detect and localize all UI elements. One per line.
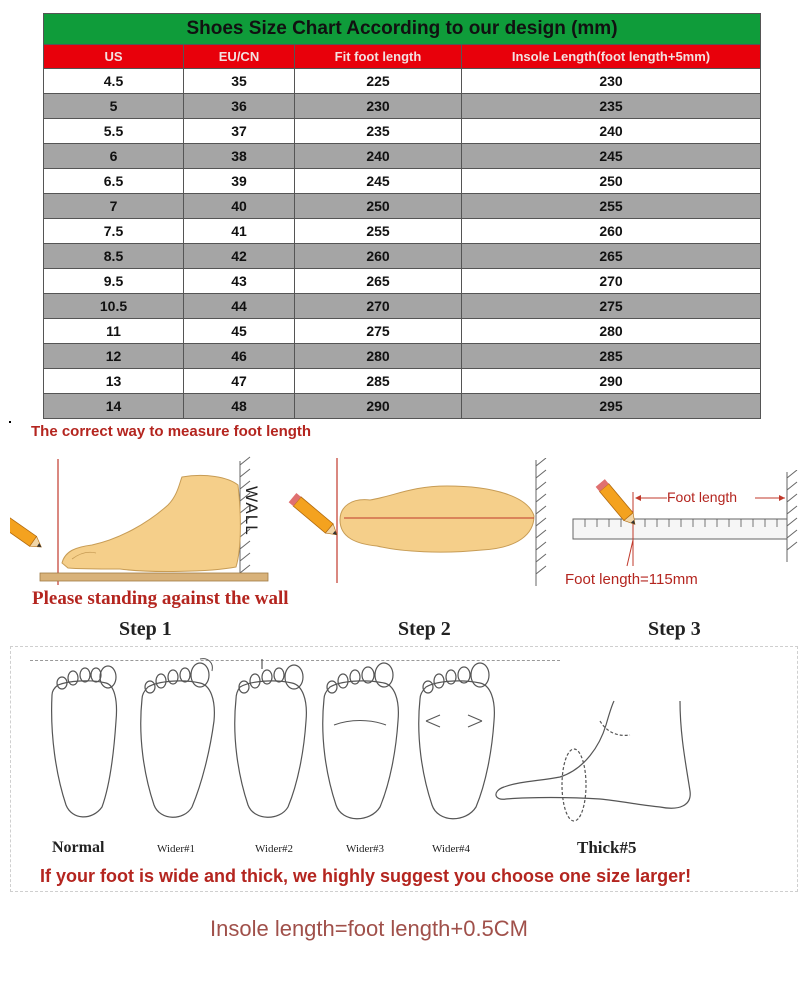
cell-us: 12 <box>44 344 184 369</box>
size-row <box>44 269 761 294</box>
cell-insole-length: 280 <box>462 319 761 344</box>
cell-eu-cn: 42 <box>184 244 295 269</box>
cell-eu-cn: 36 <box>184 94 295 119</box>
size-row <box>44 344 761 369</box>
cell-insole-length: 240 <box>462 119 761 144</box>
cell-us: 5 <box>44 94 184 119</box>
size-row <box>44 319 761 344</box>
wall-hatch <box>536 458 546 586</box>
step-3-label: Step 3 <box>648 618 701 640</box>
measure-heading: The correct way to measure foot length <box>31 423 312 440</box>
size-row <box>44 194 761 219</box>
size-row <box>44 294 761 319</box>
cell-us: 9.5 <box>44 269 184 294</box>
cell-us: 10.5 <box>44 294 184 319</box>
cell-fit-foot-length: 280 <box>295 344 462 369</box>
cell-eu-cn: 47 <box>184 369 295 394</box>
size-row <box>44 94 761 119</box>
cell-us: 6.5 <box>44 169 184 194</box>
cell-insole-length: 250 <box>462 169 761 194</box>
cell-eu-cn: 43 <box>184 269 295 294</box>
stray-dot <box>9 421 11 423</box>
cell-us: 6 <box>44 144 184 169</box>
foot-length-example: Foot length=115mm <box>565 571 698 588</box>
cell-eu-cn: 45 <box>184 319 295 344</box>
cell-insole-length: 255 <box>462 194 761 219</box>
cell-eu-cn: 38 <box>184 144 295 169</box>
cell-insole-length: 245 <box>462 144 761 169</box>
cell-insole-length: 285 <box>462 344 761 369</box>
cell-fit-foot-length: 265 <box>295 269 462 294</box>
foot-wider-2 <box>235 659 307 817</box>
cell-fit-foot-length: 250 <box>295 194 462 219</box>
foot-wider-1 <box>141 659 215 818</box>
header-fit-foot-length: Fit foot length <box>295 45 462 69</box>
size-row <box>44 119 761 144</box>
cell-insole-length: 295 <box>462 394 761 419</box>
foot-label-normal: Normal <box>52 839 105 856</box>
foot-wider-4 <box>419 663 495 819</box>
foot-side-shape <box>62 475 240 571</box>
cell-fit-foot-length: 290 <box>295 394 462 419</box>
size-row <box>44 244 761 269</box>
wall-instruction: Please standing against the wall <box>32 588 289 609</box>
foot-length-arrow-label: Foot length <box>667 489 738 505</box>
foot-width-illustrations <box>40 655 740 830</box>
size-row <box>44 69 761 94</box>
cell-us: 7 <box>44 194 184 219</box>
cell-insole-length: 260 <box>462 219 761 244</box>
size-row <box>44 169 761 194</box>
cell-fit-foot-length: 285 <box>295 369 462 394</box>
floor <box>40 573 268 581</box>
step-1-label: Step 1 <box>119 618 172 640</box>
size-chart-table <box>43 13 761 419</box>
cell-fit-foot-length: 240 <box>295 144 462 169</box>
cell-fit-foot-length: 235 <box>295 119 462 144</box>
foot-label-wider-1: Wider#1 <box>157 843 196 855</box>
foot-wider-3 <box>323 663 399 819</box>
foot-top-shape <box>340 486 534 552</box>
cell-fit-foot-length: 245 <box>295 169 462 194</box>
cell-insole-length: 265 <box>462 244 761 269</box>
cell-us: 4.5 <box>44 69 184 94</box>
cell-us: 14 <box>44 394 184 419</box>
cell-us: 8.5 <box>44 244 184 269</box>
cell-eu-cn: 39 <box>184 169 295 194</box>
cell-fit-foot-length: 275 <box>295 319 462 344</box>
cell-fit-foot-length: 270 <box>295 294 462 319</box>
cell-us: 11 <box>44 319 184 344</box>
cell-fit-foot-length: 255 <box>295 219 462 244</box>
size-row <box>44 369 761 394</box>
foot-top-view-illustration <box>282 458 552 588</box>
wall-hatch <box>787 470 797 562</box>
cell-insole-length: 275 <box>462 294 761 319</box>
pencil-icon <box>289 493 341 539</box>
header-insole-length: Insole Length(foot length+5mm) <box>462 45 761 69</box>
size-row <box>44 219 761 244</box>
cell-eu-cn: 44 <box>184 294 295 319</box>
cell-fit-foot-length: 225 <box>295 69 462 94</box>
size-row <box>44 144 761 169</box>
cell-us: 13 <box>44 369 184 394</box>
header-eu-cn: EU/CN <box>184 45 295 69</box>
size-row <box>44 394 761 419</box>
foot-label-wider-4: Wider#4 <box>432 843 471 855</box>
foot-normal <box>52 666 117 817</box>
foot-against-wall-illustration <box>10 455 275 585</box>
ruler <box>573 519 787 539</box>
insole-formula: Insole length=foot length+0.5CM <box>210 916 529 941</box>
cell-fit-foot-length: 230 <box>295 94 462 119</box>
cell-us: 7.5 <box>44 219 184 244</box>
cell-insole-length: 270 <box>462 269 761 294</box>
foot-thick-5 <box>496 701 690 821</box>
cell-eu-cn: 40 <box>184 194 295 219</box>
step-2-label: Step 2 <box>398 618 451 640</box>
size-advice: If your foot is wide and thick, we highly suggest you choose one size larger! <box>40 866 692 886</box>
cell-insole-length: 235 <box>462 94 761 119</box>
cell-eu-cn: 35 <box>184 69 295 94</box>
cell-insole-length: 230 <box>462 69 761 94</box>
wall-label: WALL <box>242 486 261 536</box>
chart-title: Shoes Size Chart According to our design (mm) <box>44 14 761 45</box>
chart-header-row <box>44 45 761 69</box>
cell-eu-cn: 41 <box>184 219 295 244</box>
foot-label-wider-2: Wider#2 <box>255 843 294 855</box>
cell-fit-foot-length: 260 <box>295 244 462 269</box>
cell-eu-cn: 48 <box>184 394 295 419</box>
foot-label-thick-5: Thick#5 <box>577 838 637 857</box>
foot-label-wider-3: Wider#3 <box>346 843 385 855</box>
cell-us: 5.5 <box>44 119 184 144</box>
cell-insole-length: 290 <box>462 369 761 394</box>
header-us: US <box>44 45 184 69</box>
pencil-icon <box>10 510 45 552</box>
cell-eu-cn: 37 <box>184 119 295 144</box>
cell-eu-cn: 46 <box>184 344 295 369</box>
